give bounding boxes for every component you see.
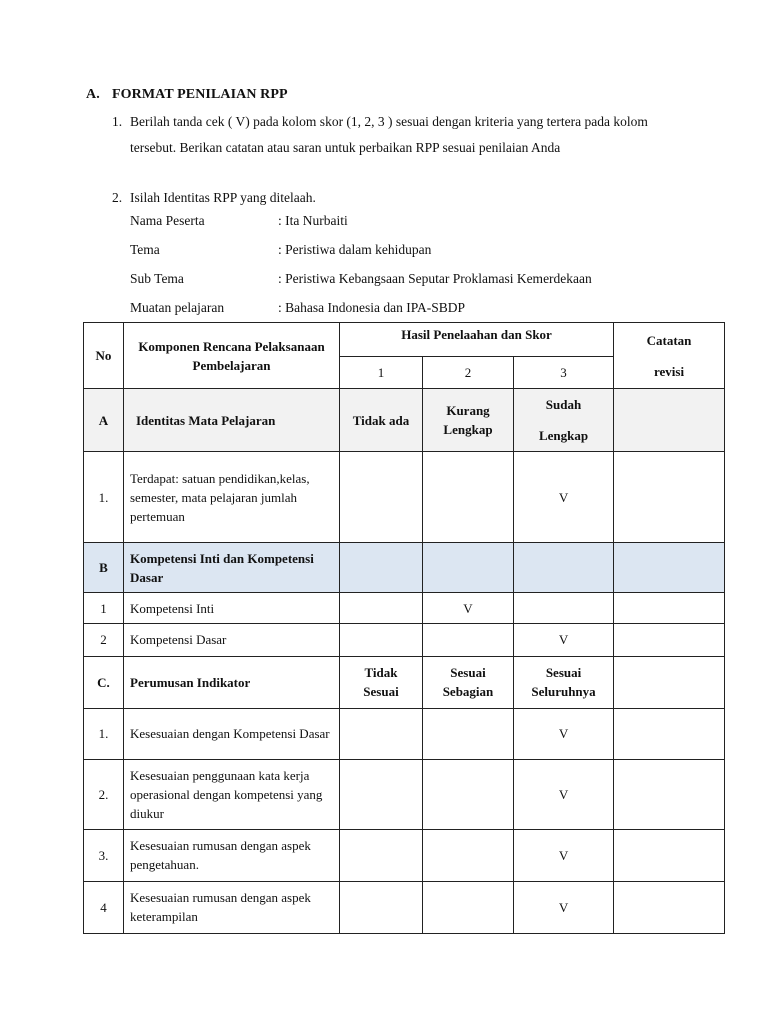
row-no: 1 bbox=[84, 593, 124, 624]
criteria-3-line2: Lengkap bbox=[538, 428, 589, 444]
criteria-3 bbox=[514, 389, 614, 452]
row-text: Terdapat: satuan pendidikan,kelas, semester, mata pelajaran jumlah pertemuan bbox=[124, 452, 340, 543]
score-2-check: V bbox=[423, 593, 514, 624]
criteria-1: Tidak ada bbox=[340, 389, 423, 452]
score-3-check: V bbox=[514, 829, 614, 881]
instruction-text: Isilah Identitas RPP yang ditelaah. bbox=[130, 190, 316, 205]
notes-cell bbox=[614, 389, 725, 452]
score-1-cell bbox=[340, 543, 423, 593]
score-3-cell bbox=[514, 593, 614, 624]
row-text: Kesesuaian rumusan dengan aspek pengetahuan. bbox=[124, 829, 340, 881]
score-2-cell bbox=[423, 829, 514, 881]
section-heading bbox=[86, 87, 288, 103]
row-no: 1. bbox=[84, 708, 124, 759]
row-text: Kesesuaian dengan Kompetensi Dasar bbox=[124, 708, 340, 759]
instruction-1 bbox=[112, 109, 672, 160]
section-title: Kompetensi Inti dan Kompetensi Dasar bbox=[124, 543, 340, 593]
identity-value: : Bahasa Indonesia dan IPA-SBDP bbox=[278, 300, 465, 315]
table-row bbox=[84, 708, 725, 759]
row-no: 2 bbox=[84, 624, 124, 656]
criteria-2: Sesuai Sebagian bbox=[423, 656, 514, 708]
row-no: B bbox=[84, 543, 124, 593]
row-text: Kesesuaian rumusan dengan aspek keterampilan bbox=[124, 881, 340, 933]
instruction-2 bbox=[112, 185, 672, 211]
score-3-check: V bbox=[514, 624, 614, 656]
table-row bbox=[84, 624, 725, 656]
header-no: No bbox=[84, 323, 124, 389]
section-title: Identitas Mata Pelajaran bbox=[124, 389, 340, 452]
score-2-cell bbox=[423, 452, 514, 543]
identity-value: : Ita Nurbaiti bbox=[278, 213, 348, 228]
header-score-2: 2 bbox=[423, 357, 514, 389]
score-1-cell bbox=[340, 759, 423, 829]
score-2-cell bbox=[423, 881, 514, 933]
score-3-cell bbox=[514, 543, 614, 593]
notes-cell bbox=[614, 708, 725, 759]
score-1-cell bbox=[340, 593, 423, 624]
header-score-3: 3 bbox=[514, 357, 614, 389]
table-row bbox=[84, 881, 725, 933]
section-row-b bbox=[84, 543, 725, 593]
notes-cell bbox=[614, 452, 725, 543]
instruction-text: Berilah tanda cek ( V) pada kolom skor (1, 2, 3 ) sesuai dengan kriteria yang tertera pada kolom tersebut. Berikan catatan atau saran untuk perbaikan RPP sesuai penilaian Anda bbox=[130, 114, 648, 155]
identity-value: : Peristiwa Kebangsaan Seputar Proklamasi Kemerdekaan bbox=[278, 271, 592, 286]
identity-value: : Peristiwa dalam kehidupan bbox=[278, 242, 432, 257]
criteria-2: Kurang Lengkap bbox=[423, 389, 514, 452]
score-1-cell bbox=[340, 452, 423, 543]
row-no: A bbox=[84, 389, 124, 452]
section-title: FORMAT PENILAIAN RPP bbox=[112, 87, 288, 102]
header-component: Komponen Rencana Pelaksanaan Pembelajaran bbox=[124, 323, 340, 389]
score-1-cell bbox=[340, 881, 423, 933]
criteria-3: Sesuai Seluruhnya bbox=[514, 656, 614, 708]
row-text: Kompetensi Inti bbox=[124, 593, 340, 624]
row-no: 2. bbox=[84, 759, 124, 829]
table-header-row bbox=[84, 323, 725, 357]
row-no: 3. bbox=[84, 829, 124, 881]
notes-cell bbox=[614, 759, 725, 829]
row-no: C. bbox=[84, 656, 124, 708]
assessment-table bbox=[83, 322, 725, 934]
identity-key: Tema bbox=[130, 242, 160, 257]
instruction-number: 2. bbox=[112, 190, 123, 205]
row-text: Kesesuaian penggunaan kata kerja operasional dengan kompetensi yang diukur bbox=[124, 759, 340, 829]
score-1-cell bbox=[340, 624, 423, 656]
identity-key: Sub Tema bbox=[130, 271, 184, 286]
notes-cell bbox=[614, 656, 725, 708]
section-row-a bbox=[84, 389, 725, 452]
notes-cell bbox=[614, 881, 725, 933]
notes-cell bbox=[614, 829, 725, 881]
criteria-3-line1: Sudah bbox=[545, 397, 582, 413]
instruction-number: 1. bbox=[112, 114, 123, 129]
score-2-cell bbox=[423, 708, 514, 759]
score-2-cell bbox=[423, 543, 514, 593]
notes-cell bbox=[614, 543, 725, 593]
score-3-check: V bbox=[514, 452, 614, 543]
table-row bbox=[84, 452, 725, 543]
score-1-cell bbox=[340, 829, 423, 881]
section-row-c bbox=[84, 656, 725, 708]
identity-key: Muatan pelajaran bbox=[130, 300, 225, 315]
header-score-1: 1 bbox=[340, 357, 423, 389]
header-notes-line2: revisi bbox=[653, 363, 685, 379]
score-2-cell bbox=[423, 759, 514, 829]
row-text: Kompetensi Dasar bbox=[124, 624, 340, 656]
section-title: Perumusan Indikator bbox=[124, 656, 340, 708]
row-no: 4 bbox=[84, 881, 124, 933]
header-result: Hasil Penelaahan dan Skor bbox=[340, 323, 614, 357]
section-letter: A. bbox=[86, 87, 100, 102]
identity-key: Nama Peserta bbox=[130, 213, 205, 228]
score-3-check: V bbox=[514, 708, 614, 759]
criteria-1: Tidak Sesuai bbox=[340, 656, 423, 708]
header-notes-line1: Catatan bbox=[646, 332, 692, 348]
score-3-check: V bbox=[514, 759, 614, 829]
score-1-cell bbox=[340, 708, 423, 759]
table-row bbox=[84, 759, 725, 829]
score-3-check: V bbox=[514, 881, 614, 933]
notes-cell bbox=[614, 624, 725, 656]
table-row bbox=[84, 829, 725, 881]
row-no: 1. bbox=[84, 452, 124, 543]
table-row bbox=[84, 593, 725, 624]
score-2-cell bbox=[423, 624, 514, 656]
header-notes bbox=[614, 323, 725, 389]
notes-cell bbox=[614, 593, 725, 624]
